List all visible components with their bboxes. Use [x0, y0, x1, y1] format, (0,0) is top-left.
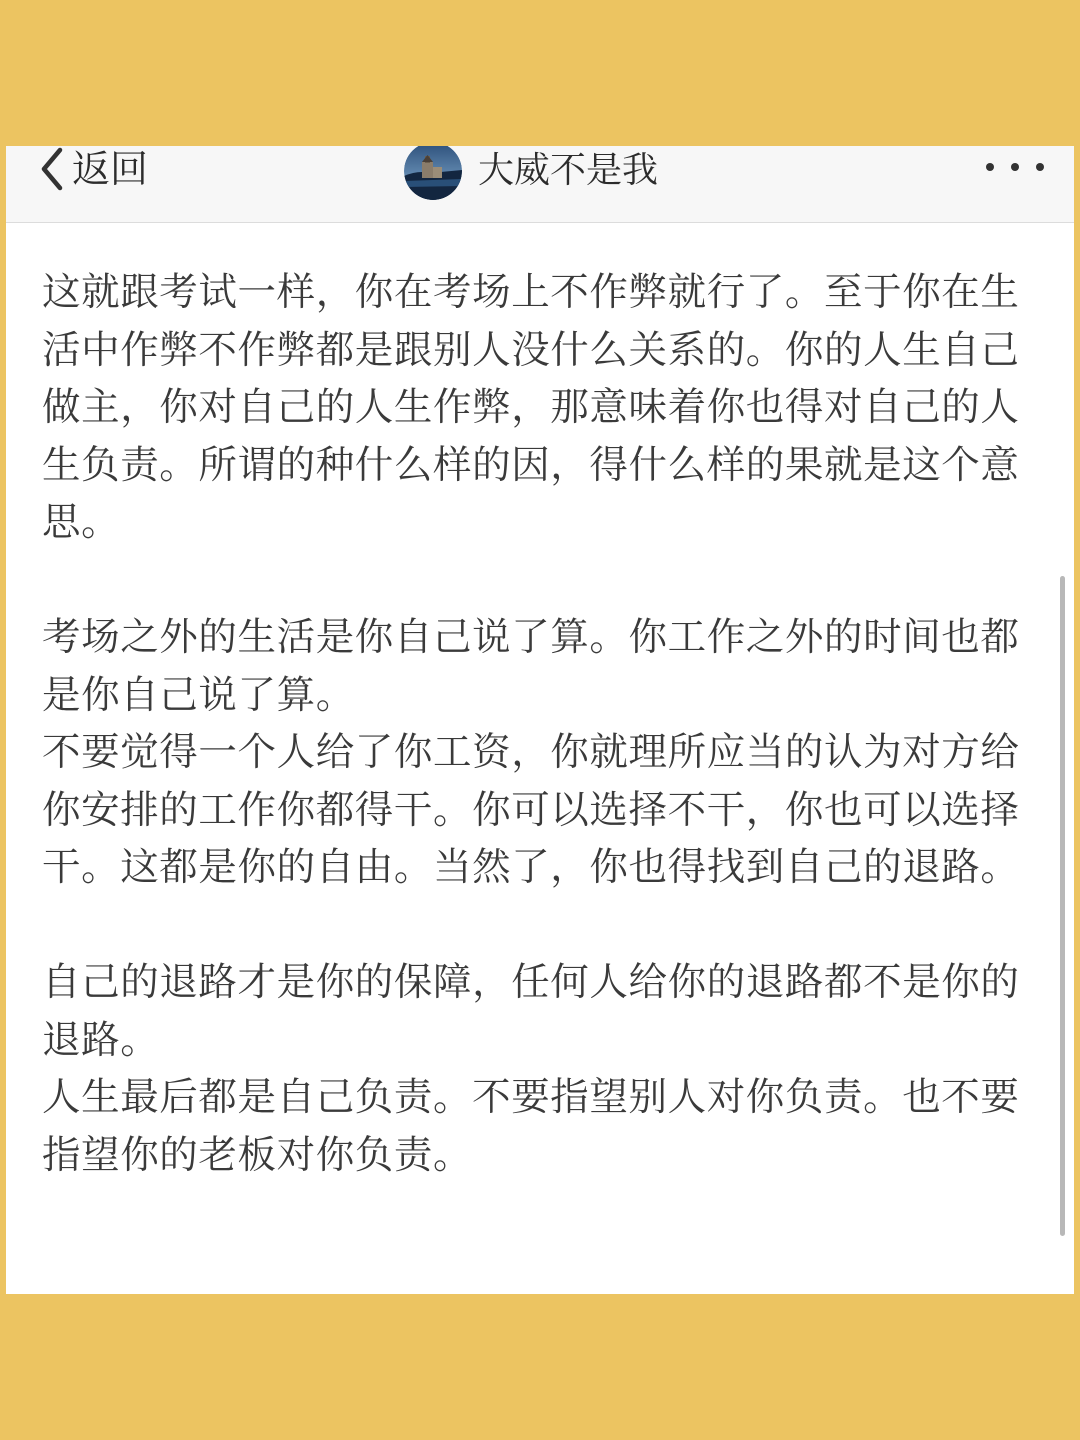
back-button[interactable] — [34, 146, 148, 192]
paragraph-4: 自己的退路才是你的保障，任何人给你的退路都不是你的退路。 — [42, 960, 1020, 1063]
navigation-bar — [6, 146, 1074, 223]
post-card — [6, 146, 1074, 1294]
scrollbar[interactable] — [1060, 576, 1065, 1236]
paragraph-2: 考场之外的生活是你自己说了算。你工作之外的时间也都是你自己说了算。 — [42, 615, 1020, 718]
paragraph-gap — [42, 897, 1022, 955]
more-options-button[interactable] — [986, 154, 1044, 180]
paragraph-gap — [42, 552, 1022, 610]
more-horizontal-icon-dot — [1036, 163, 1044, 171]
avatar[interactable] — [404, 146, 462, 200]
more-horizontal-icon-dot — [1011, 163, 1019, 171]
author-name: 大威不是我 — [478, 150, 659, 191]
author-header[interactable] — [404, 146, 658, 200]
chevron-left-icon — [34, 146, 72, 192]
paragraph-1: 这就跟考试一样，你在考场上不作弊就行了。至于你在生活中作弊不作弊都是跟别人没什么关系的。你的人生自己做主，你对自己的人生作弊，那意味着你也得对自己的人生负责。所谓的种什么样的因，得什么样的果就是这个意思。 — [42, 270, 1020, 545]
post-content — [42, 264, 1022, 1184]
back-label: 返回 — [72, 147, 149, 191]
paragraph-3: 不要觉得一个人给了你工资，你就理所应当的认为对方给你安排的工作你都得干。你可以选择不干，你也可以选择干。这都是你的自由。当然了，你也得找到自己的退路。 — [42, 730, 1020, 890]
more-horizontal-icon — [986, 163, 994, 171]
paragraph-5: 人生最后都是自己负责。不要指望别人对你负责。也不要指望你的老板对你负责。 — [42, 1075, 1020, 1178]
